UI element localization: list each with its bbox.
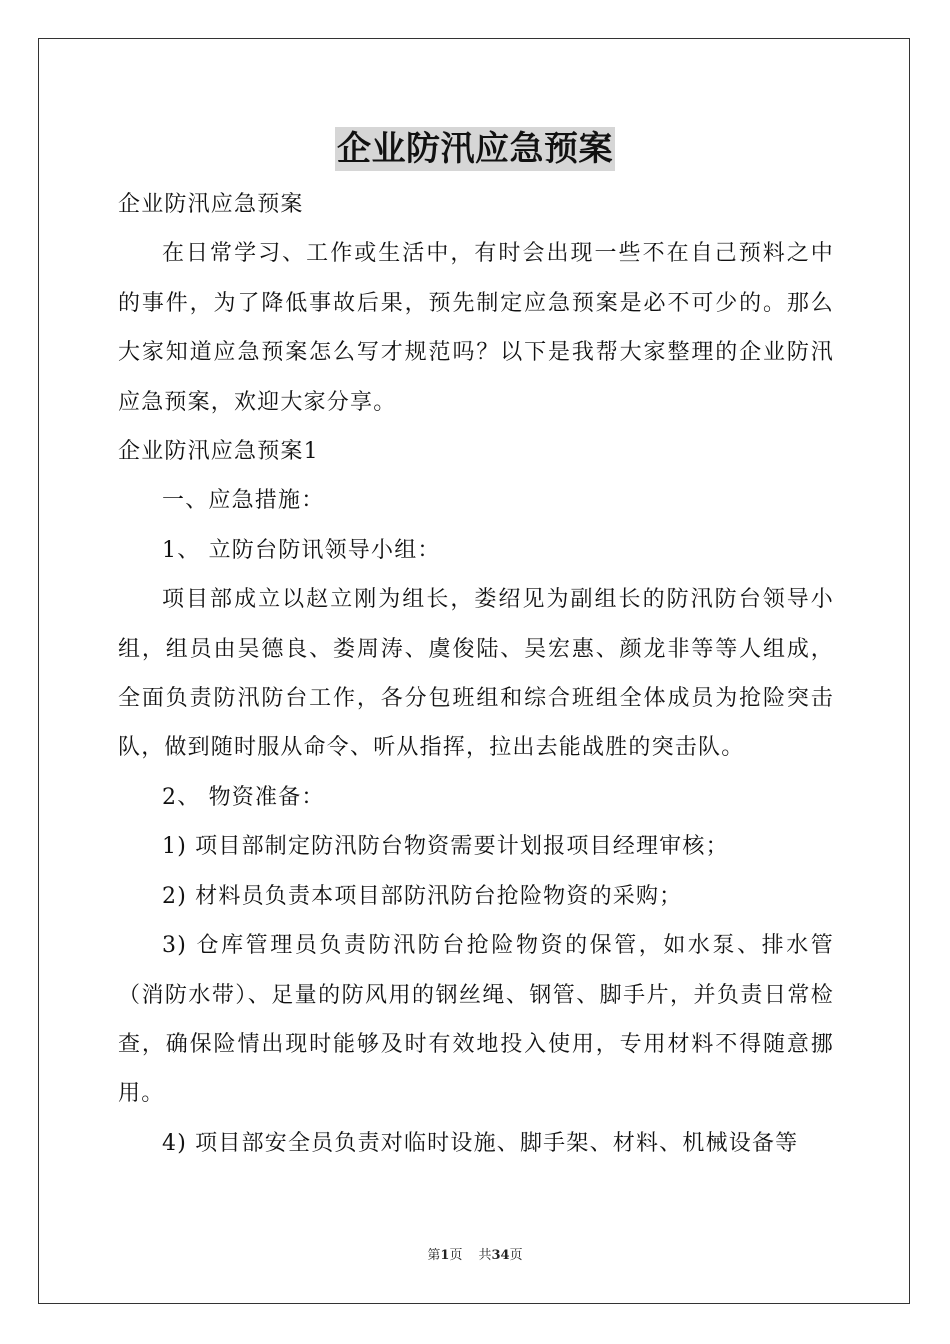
- total-pages-label: 共34页: [478, 1248, 523, 1263]
- paragraph: 企业防汛应急预案1: [118, 439, 319, 465]
- paragraph: 1) 项目部制定防汛防台物资需要计划报项目经理审核；: [162, 834, 729, 860]
- page-footer: [0, 1247, 950, 1265]
- paragraph: 1、 立防台防讯领导小组：: [162, 537, 441, 563]
- paragraph: 3) 仓库管理员负责防汛防台抢险物资的保管，如水泵、排水管（消防水带）、足量的防风用的钢丝绳、钢管、脚手片，并负责日常检查，确保险情出现时能够及时有效地投入使用，专用材料不得随意挪用。: [118, 933, 834, 1107]
- document-body: [118, 180, 834, 1168]
- paragraph: 项目部成立以赵立刚为组长，娄绍见为副组长的防汛防台领导小组，组员由吴德良、娄周涛、虞俊陆、吴宏惠、颜龙非等等人组成，全面负责防汛防台工作，各分包班组和综合班组全体成员为抢险突击队，做到随时服从命令、听从指挥，拉出去能战胜的突击队。: [118, 587, 834, 761]
- current-page-number: 1: [440, 1248, 450, 1263]
- page-number-label: 第1页: [427, 1248, 463, 1263]
- paragraph: 企业防汛应急预案: [118, 192, 304, 217]
- paragraph: 2、 物资准备：: [162, 784, 325, 810]
- total-page-number: 34: [491, 1248, 510, 1263]
- paragraph: 在日常学习、工作或生活中，有时会出现一些不在自己预料之中的事件，为了降低事故后果，预先制定应急预案是必不可少的。那么大家知道应急预案怎么写才规范吗？以下是我帮大家整理的企业防汛应急预案，欢迎大家分享。: [118, 241, 834, 415]
- paragraph: 4) 项目部安全员负责对临时设施、脚手架、材料、机械设备等: [162, 1130, 799, 1156]
- paragraph: 2) 材料员负责本项目部防汛防台抢险物资的采购；: [162, 883, 683, 909]
- title-container: [0, 127, 950, 171]
- document-title: 企业防汛应急预案: [337, 129, 613, 169]
- paragraph: 一、应急措施：: [162, 488, 325, 514]
